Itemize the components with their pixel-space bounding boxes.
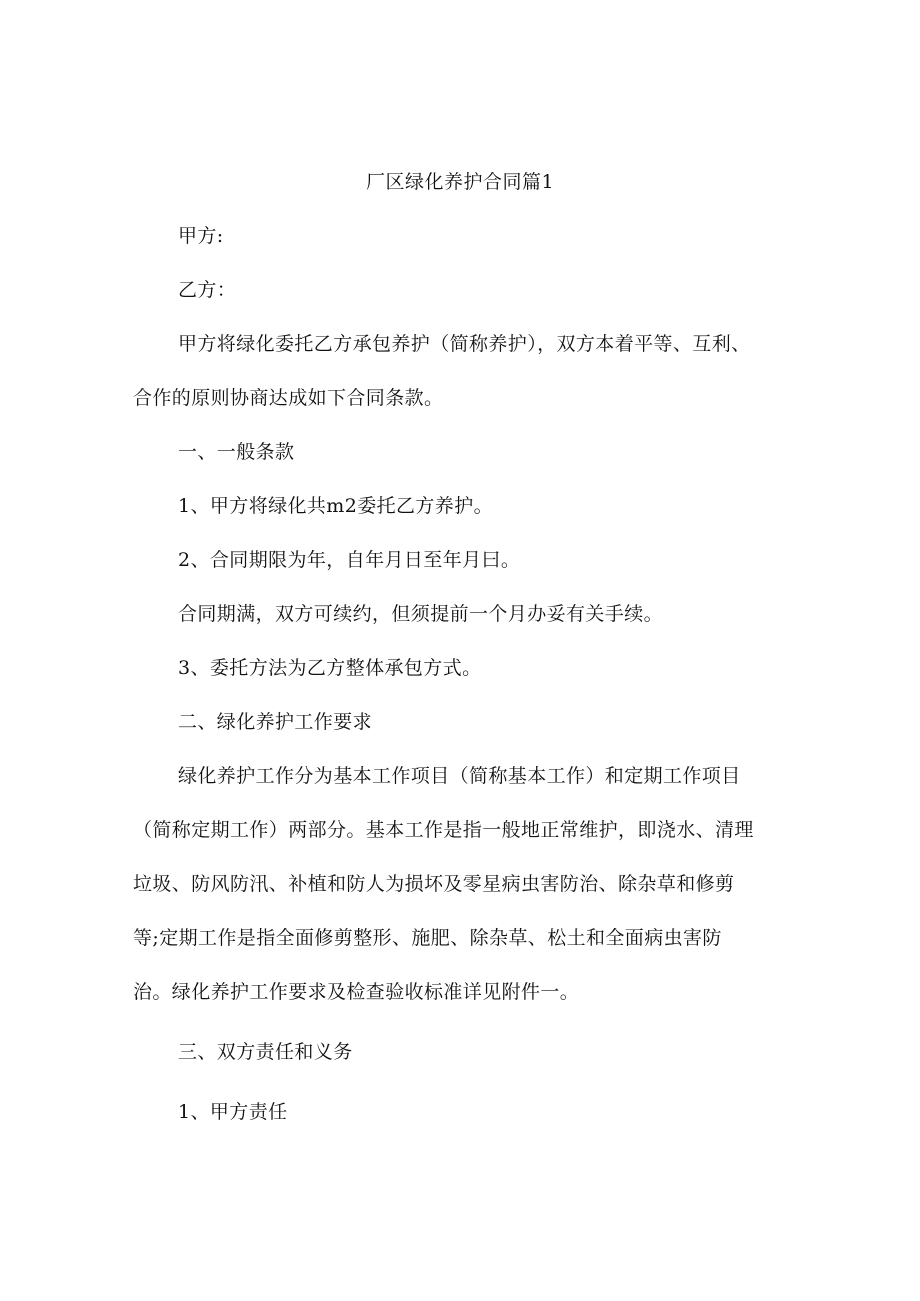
section-2-line-4: 等;定期工作是指全面修剪整形、施肥、除杂草、松土和全面病虫害防 (133, 927, 722, 949)
intro-line-2: 合作的原则协商达成如下合同条款。 (133, 387, 444, 409)
section-2-heading: 二、绿化养护工作要求 (178, 711, 373, 733)
section-2-line-3: 垃圾、防风防汛、补植和防人为损坏及零星病虫害防治、除杂草和修剪 (133, 873, 735, 895)
clause-1-1: 1、甲方将绿化共m2委托乙方养护。 (178, 495, 493, 517)
party-b-label: 乙方： (178, 279, 237, 301)
clause-1-3: 3、委托方法为乙方整体承包方式。 (178, 657, 482, 679)
clause-1-2: 2、合同期限为年，自年月日至年月曰。 (178, 549, 521, 571)
section-2-line-1: 绿化养护工作分为基本工作项目（简称基本工作）和定期工作项目 (178, 765, 741, 787)
intro-line-1: 甲方将绿化委托乙方承包养护（简称养护），双方本着平等、互利、 (178, 333, 751, 355)
clause-1-2-note: 合同期满，双方可续约，但须提前一个月办妥有关手续。 (178, 603, 664, 625)
clause-3-1: 1、甲方责任 (178, 1101, 288, 1123)
section-2-line-2: （简称定期工作）两部分。基本工作是指一般地正常维护，即浇水、清理 (133, 819, 754, 841)
section-3-heading: 三、双方责任和义务 (178, 1041, 353, 1063)
section-2-line-5: 治。绿化养护工作要求及检查验收标准详见附件一。 (133, 981, 580, 1003)
party-a-label: 甲方: (178, 225, 224, 247)
section-1-heading: 一、一般条款 (178, 441, 295, 463)
document-title: 厂区绿化养护合同篇1 (365, 171, 555, 193)
